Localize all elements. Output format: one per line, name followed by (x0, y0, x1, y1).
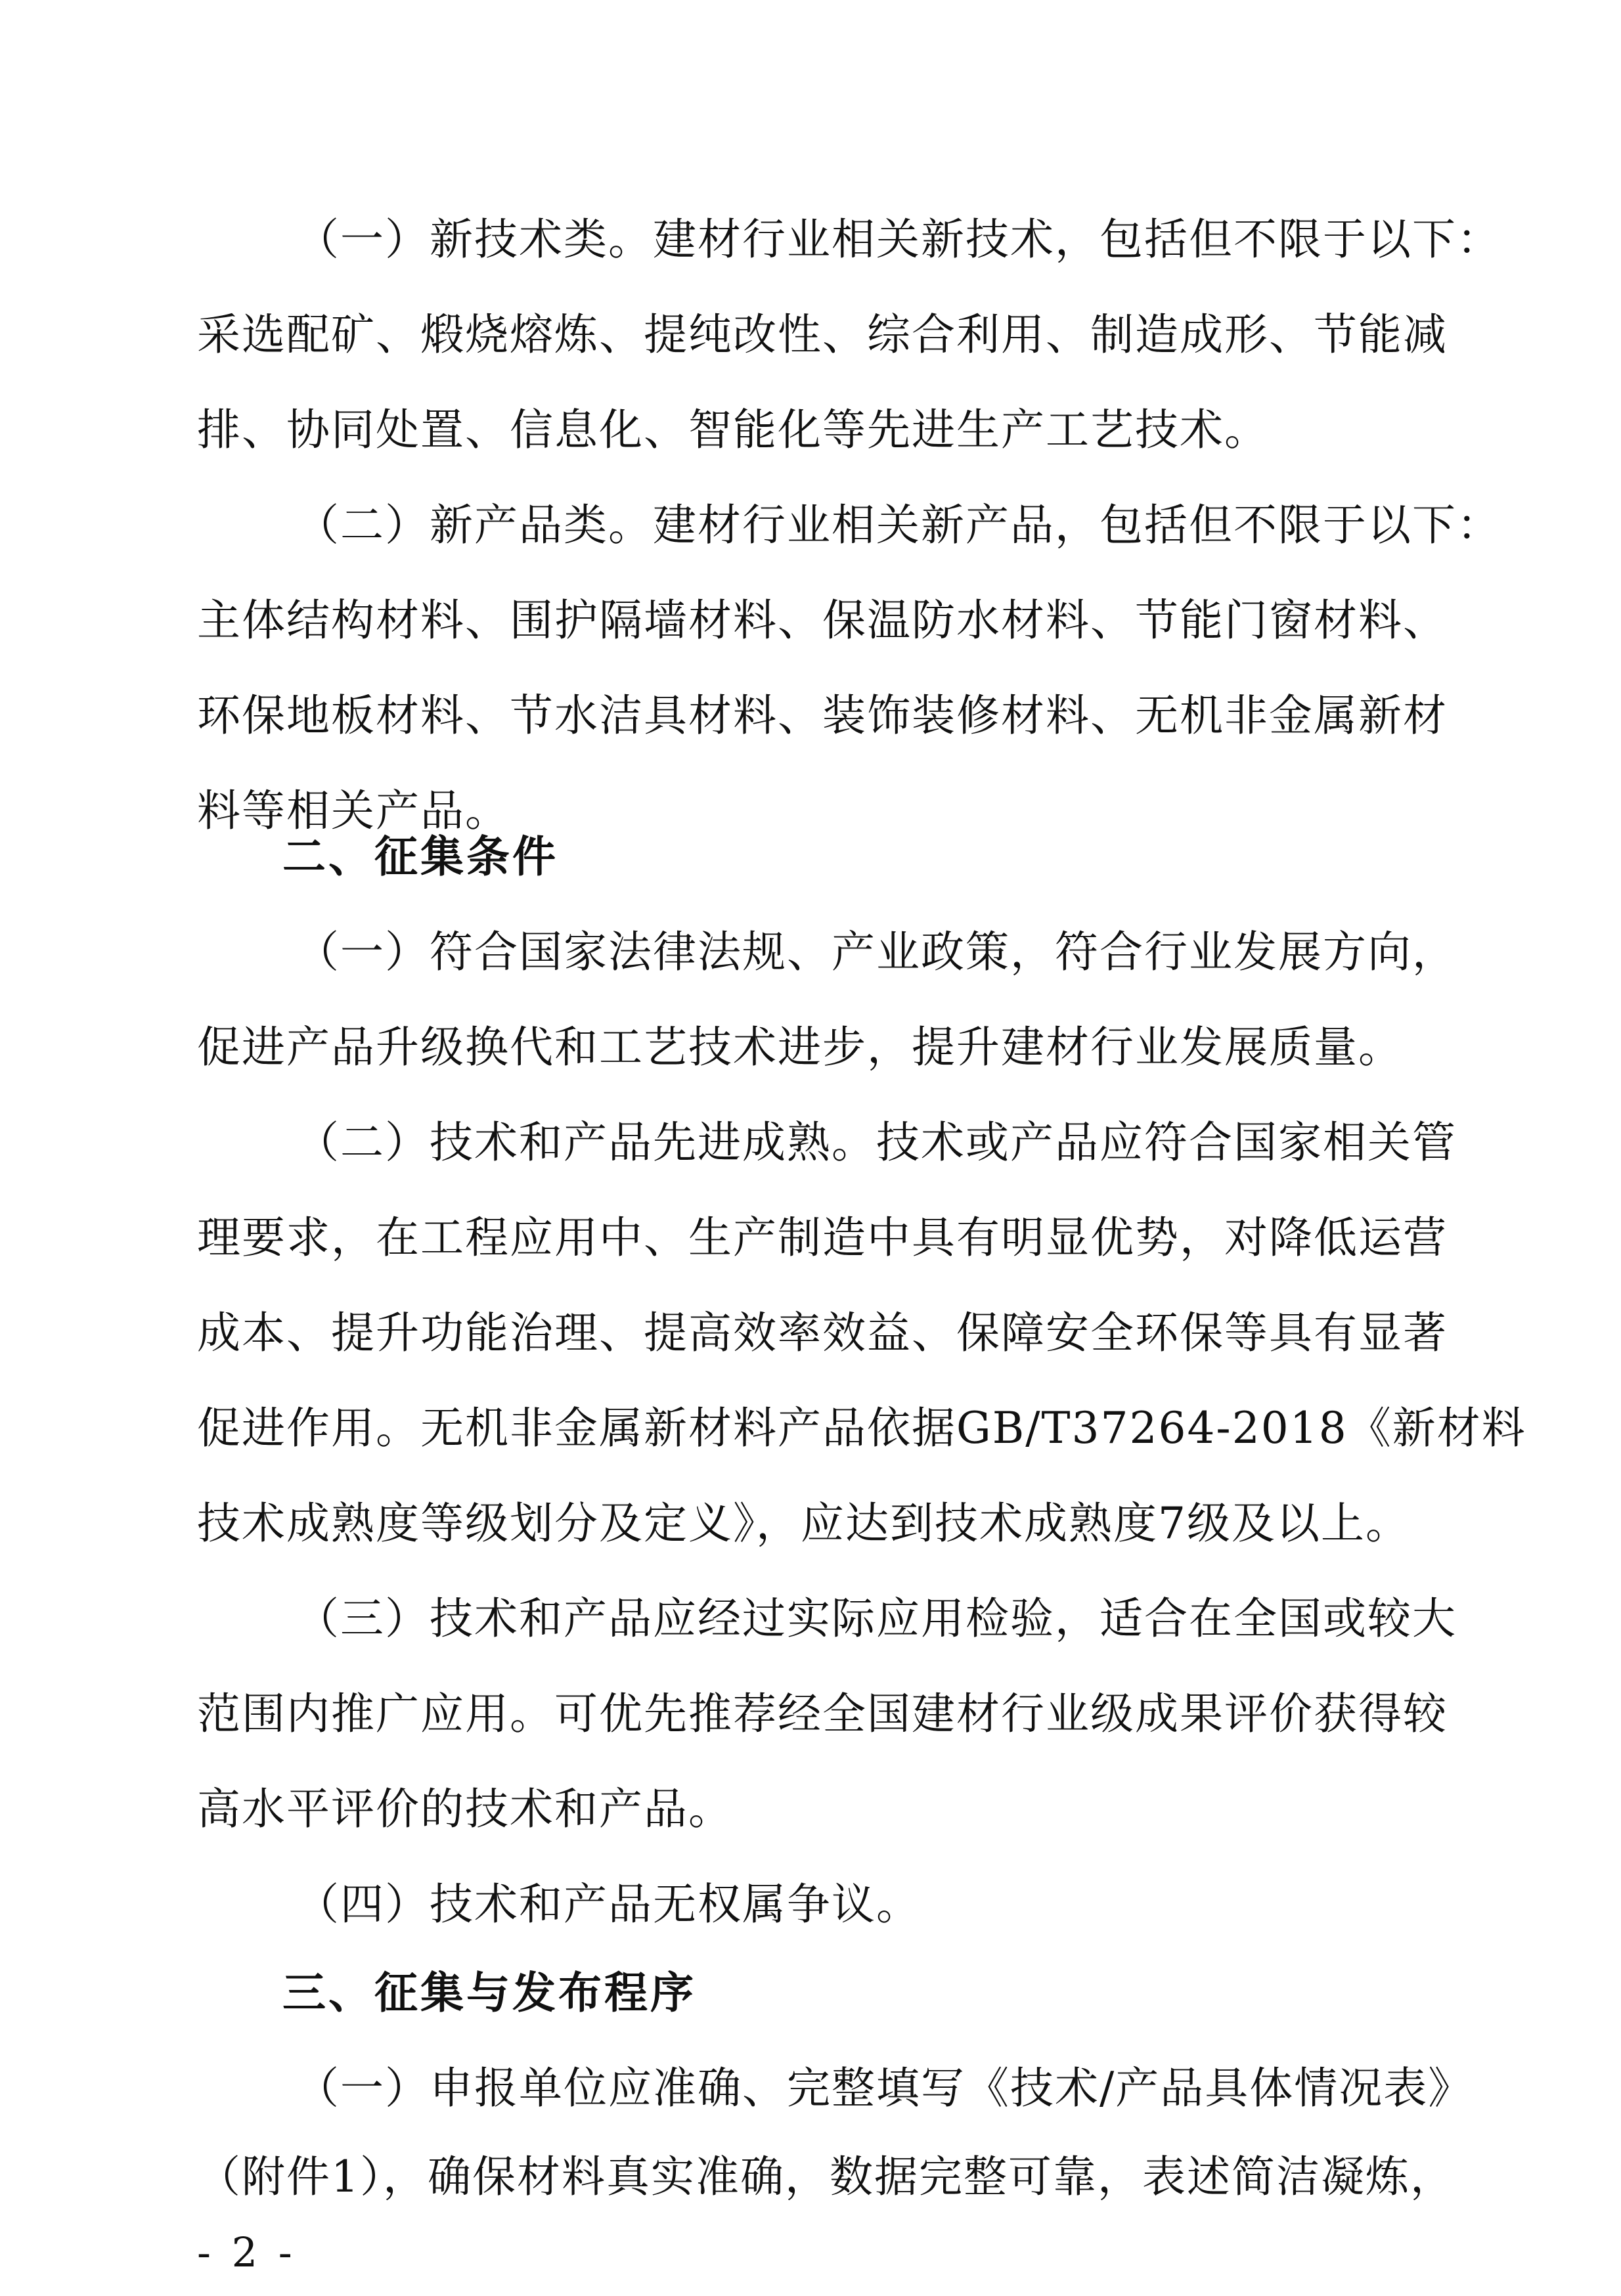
para-new-product-line-2: 主体结构材料、围护隔墙材料、保温防水材料、节能门窗材料、 (197, 595, 1448, 646)
para-new-product-line-1: （二）新产品类。建材行业相关新产品，包括但不限于以下： (296, 500, 1501, 550)
para-cond-4-line-1: （四）技术和产品无权属争议。 (296, 1879, 921, 1930)
para-cond-2-line-3: 成本、提升功能治理、提高效率效益、保障安全环保等具有显著 (197, 1308, 1448, 1358)
para-cond-2-line-1: （二）技术和产品先进成熟。技术或产品应符合国家相关管 (296, 1117, 1457, 1168)
page-number: - 2 - (197, 2228, 296, 2276)
para-new-product-line-4: 料等相关产品。 (197, 785, 510, 836)
para-cond-2-line-5: 技术成熟度等级划分及定义》，应达到技术成熟度7级及以上。 (197, 1498, 1410, 1549)
para-cond-1-line-1: （一）符合国家法律法规、产业政策，符合行业发展方向， (296, 927, 1457, 977)
section-heading-procedure: 三、征集与发布程序 (282, 1968, 696, 2018)
para-new-tech-line-1: （一）新技术类。建材行业相关新技术，包括但不限于以下： (296, 214, 1501, 265)
para-cond-3-line-3: 高水平评价的技术和产品。 (197, 1784, 733, 1834)
para-new-tech-line-3: 排、协同处置、信息化、智能化等先进生产工艺技术。 (197, 405, 1269, 455)
para-cond-1-line-2: 促进产品升级换代和工艺技术进步，提升建材行业发展质量。 (197, 1022, 1403, 1072)
para-cond-3-line-2: 范围内推广应用。可优先推荐经全国建材行业级成果评价获得较 (197, 1689, 1448, 1739)
para-new-tech-line-2: 采选配矿、煅烧熔炼、提纯改性、综合利用、制造成形、节能减 (197, 309, 1448, 360)
para-proc-1-line-2: （附件1），确保材料真实准确，数据完整可靠，表述简洁凝炼， (197, 2152, 1455, 2202)
para-cond-2-line-4: 促进作用。无机非金属新材料产品依据GB/T37264-2018《新材料 (197, 1403, 1526, 1453)
para-cond-3-line-1: （三）技术和产品应经过实际应用检验，适合在全国或较大 (296, 1593, 1457, 1644)
section-heading-conditions: 二、征集条件 (282, 831, 558, 882)
para-proc-1-line-1: （一）申报单位应准确、完整填写《技术/产品具体情况表》 (296, 2063, 1473, 2113)
para-cond-2-line-2: 理要求，在工程应用中、生产制造中具有明显优势，对降低运营 (197, 1212, 1448, 1263)
para-new-product-line-3: 环保地板材料、节水洁具材料、装饰装修材料、无机非金属新材 (197, 690, 1448, 741)
